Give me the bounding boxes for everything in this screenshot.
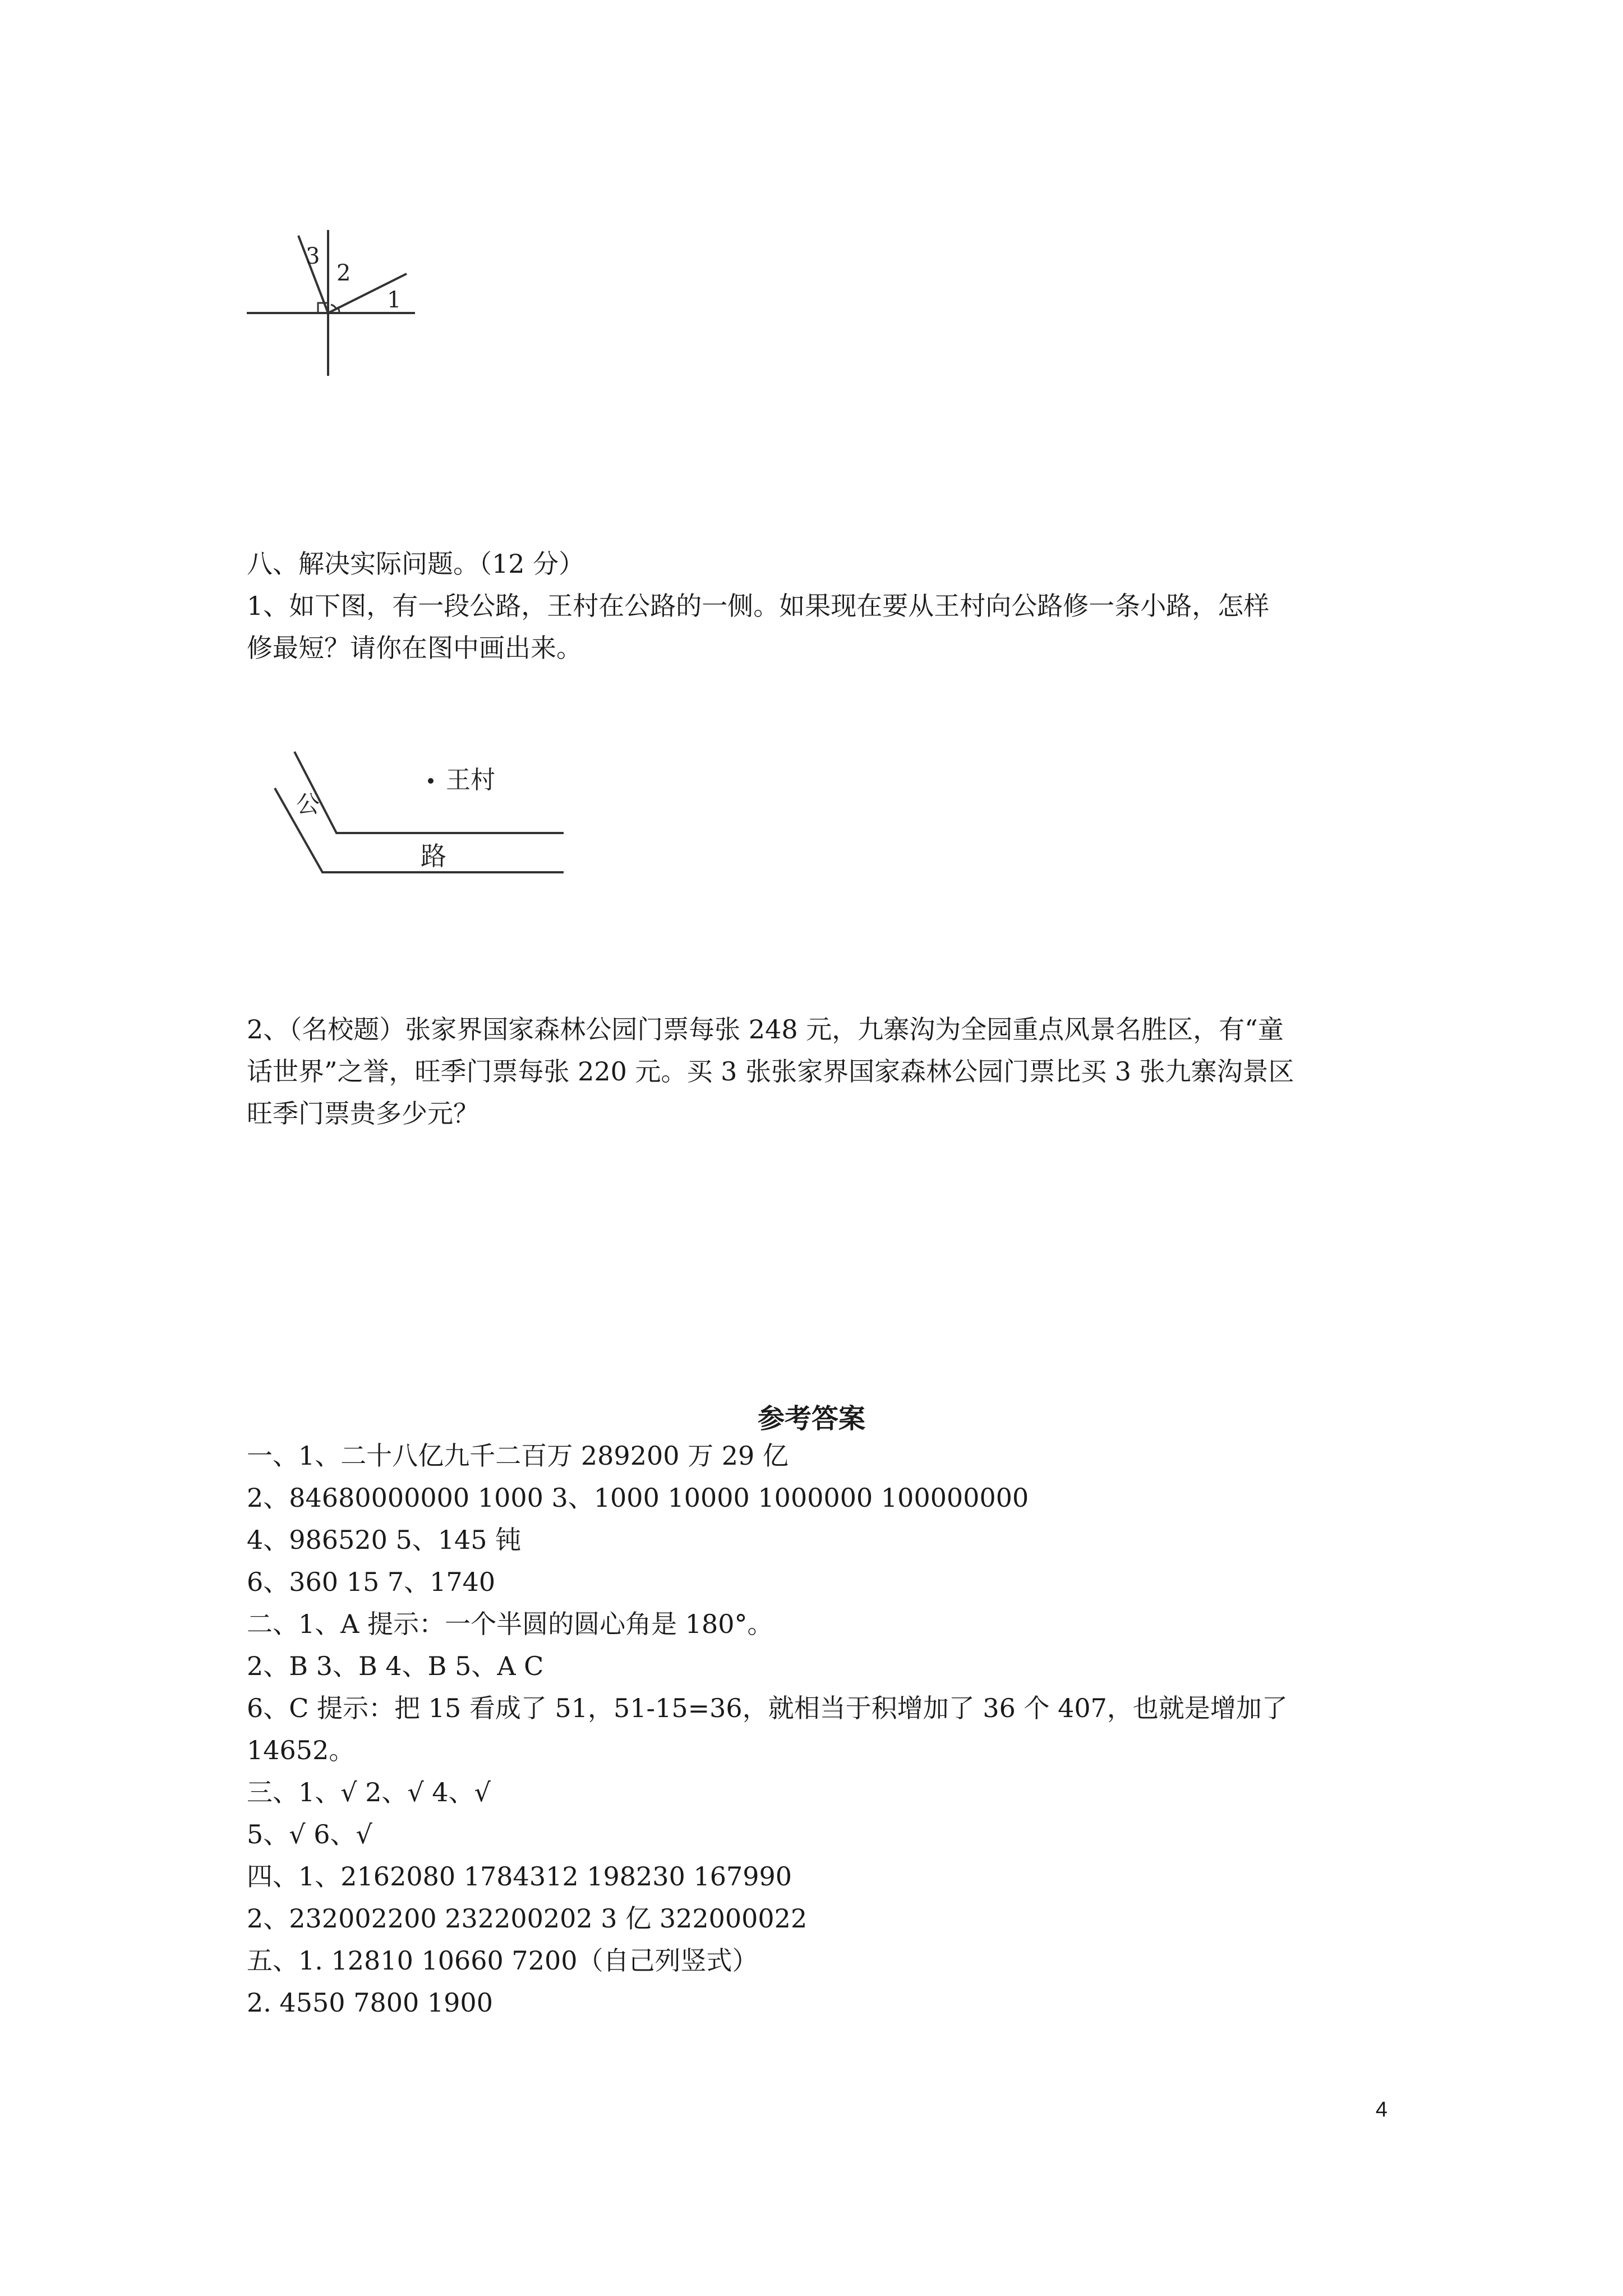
- answer-line: 三、1、√ 2、√ 4、√: [247, 1777, 491, 1807]
- road-char-gong: 公: [296, 790, 320, 818]
- page-number: 4: [1375, 2098, 1387, 2122]
- road-char-lu: 路: [421, 841, 446, 871]
- answer-line: 6、360 15 7、1740: [247, 1567, 496, 1597]
- answer-line: 4、986520 5、145 钝: [247, 1525, 522, 1555]
- angle-figure: [241, 224, 432, 387]
- question1-line2: 修最短？请你在图中画出来。: [247, 633, 582, 663]
- answer-line: 6、C 提示：把 15 看成了 51，51-15=36，就相当于积增加了 36 个 407，也就是增加了: [247, 1693, 1288, 1723]
- question2-line1: 2、（名校题）张家界国家森林公园门票每张 248 元，九寨沟为全园重点风景名胜区，有“童: [247, 1014, 1284, 1045]
- answer-line: 2、B 3、B 4、B 5、A C: [247, 1651, 544, 1681]
- angle-label-3: 3: [306, 243, 320, 269]
- village-label: 王村: [446, 766, 495, 794]
- angle-label-1: 1: [387, 287, 402, 313]
- question1-line1: 1、如下图，有一段公路，王村在公路的一侧。如果现在要从王村向公路修一条小路，怎样: [247, 591, 1270, 621]
- question2-line2: 话世界”之誉，旺季门票每张 220 元。买 3 张张家界国家森林公园门票比买 3 张九寨沟景区: [247, 1056, 1294, 1087]
- answer-line: 四、1、2162080 1784312 198230 167990: [247, 1861, 792, 1892]
- answer-line: 2. 4550 7800 1900: [247, 1987, 493, 2018]
- section8-heading: 八、解决实际问题。（12 分）: [247, 549, 585, 579]
- road-figure: [269, 740, 583, 892]
- question2-line3: 旺季门票贵多少元？: [247, 1098, 479, 1129]
- answer-line: 二、1、A 提示：一个半圆的圆心角是 180°。: [247, 1609, 773, 1639]
- answers-title: 参考答案: [757, 1403, 865, 1434]
- answer-line: 一、1、二十八亿九千二百万 289200 万 29 亿: [247, 1441, 789, 1471]
- answer-line: 五、1. 12810 10660 7200（自己列竖式）: [247, 1945, 758, 1976]
- answer-line: 14652。: [247, 1735, 355, 1765]
- answer-line: 2、84680000000 1000 3、1000 10000 1000000 100000000: [247, 1483, 1029, 1513]
- answer-line: 2、232002200 232200202 3 亿 322000022: [247, 1903, 808, 1934]
- answer-line: 5、√ 6、√: [247, 1819, 372, 1849]
- angle-label-2: 2: [336, 260, 351, 286]
